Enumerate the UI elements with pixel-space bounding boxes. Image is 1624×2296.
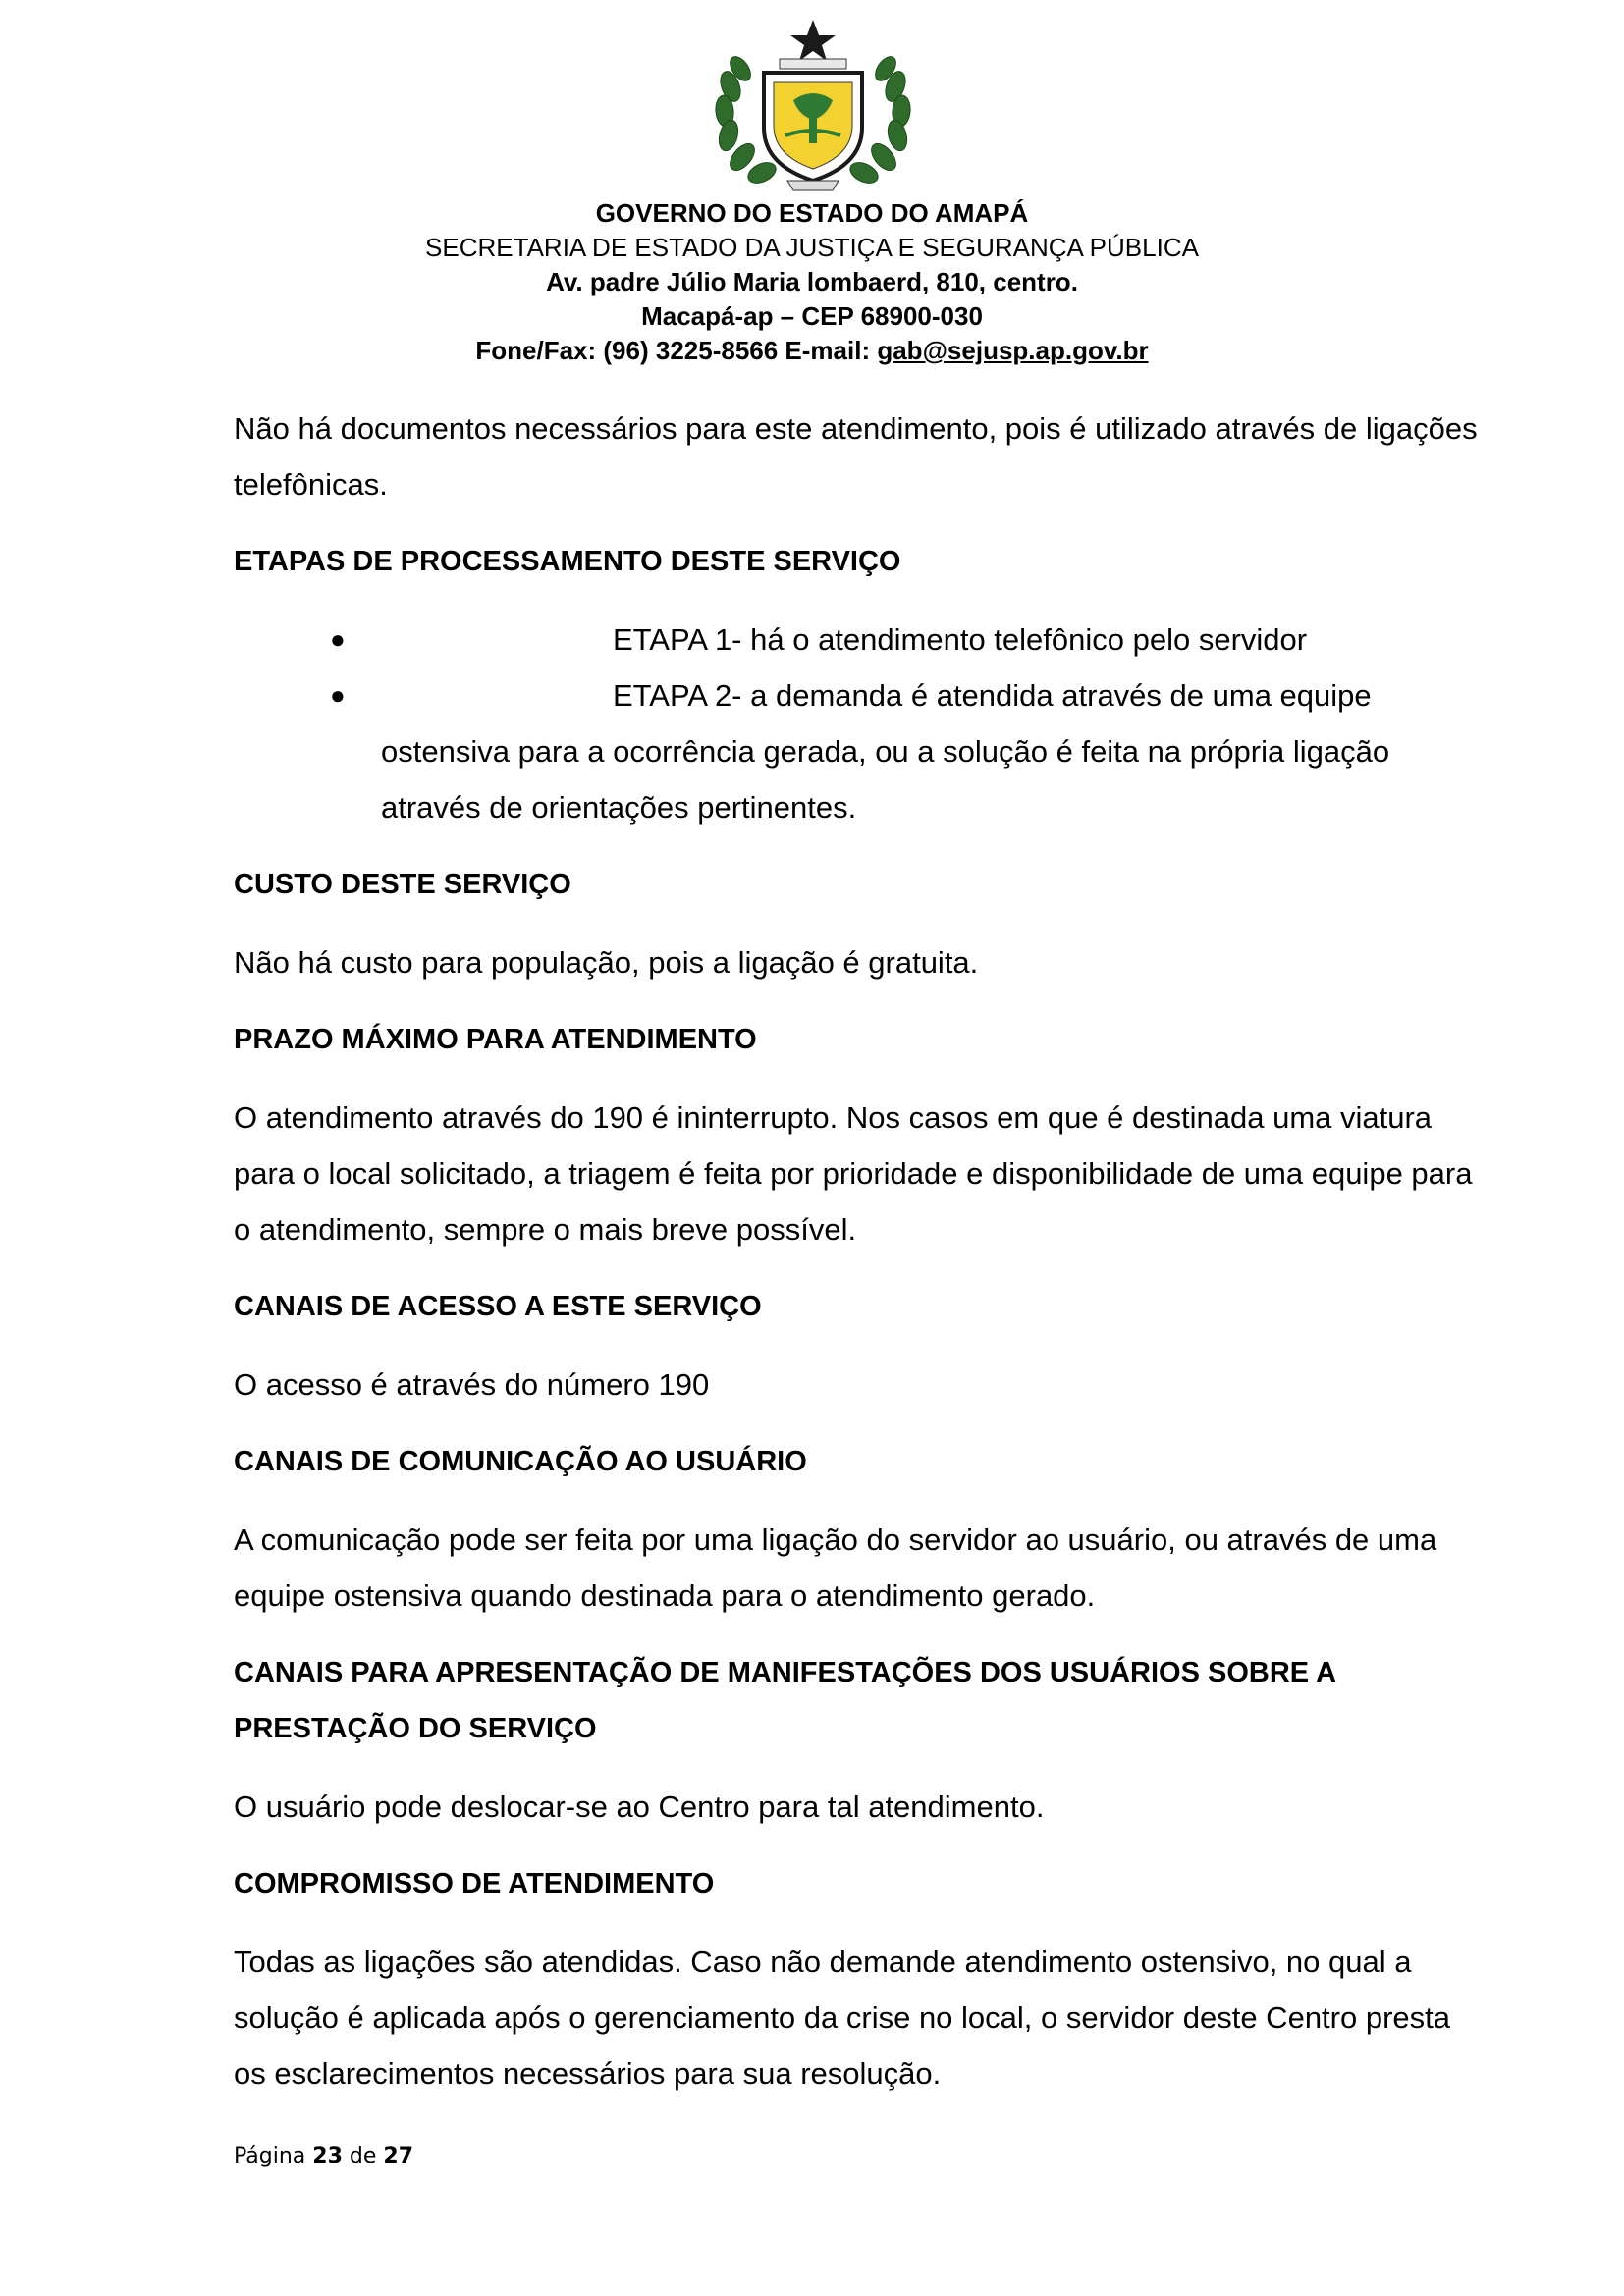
section-title-custo: CUSTO DESTE SERVIÇO [234, 869, 571, 900]
section-text-compromisso: Todas as ligações são atendidas. Caso não demande atendimento ostensivo, no qual a solução é aplicada após o gerenciamento da crise no local, o servidor deste Centro presta os esclarecimentos necessários para sua resolução. [234, 1945, 1451, 2091]
government-name: GOVERNO DO ESTADO DO AMAPÁ [595, 198, 1029, 228]
section-title-manifestacoes: CANAIS PARA APRESENTAÇÃO DE MANIFESTAÇÕES DOS USUÁRIOS SOBRE A PRESTAÇÃO DO SERVIÇO [234, 1657, 1335, 1744]
steps-list [234, 612, 1481, 835]
list-item [234, 667, 1481, 835]
total-pages: 27 [383, 2144, 414, 2168]
section-text-acesso: O acesso é através do número 190 [234, 1367, 710, 1402]
intro-paragraph: Não há documentos necessários para este atendimento, pois é utilizado através de ligações telefônicas. [234, 411, 1478, 502]
email-link[interactable]: gab@sejusp.ap.gov.br [877, 336, 1149, 365]
step-label: ETAPA 2- a demanda é atendida através de uma equipe [613, 678, 1372, 713]
document-body [234, 400, 1481, 2123]
secretariat-name: SECRETARIA DE ESTADO DA JUSTIÇA E SEGURANÇA PÚBLICA [425, 233, 1199, 262]
section-title-comunicacao: CANAIS DE COMUNICAÇÃO AO USUÁRIO [234, 1446, 807, 1477]
city-cep-line: Macapá-ap – CEP 68900-030 [641, 301, 983, 331]
section-title-compromisso: COMPROMISSO DE ATENDIMENTO [234, 1868, 715, 1899]
page-sep: de [349, 2144, 377, 2168]
coat-of-arms-logo [699, 18, 927, 194]
section-text-prazo: O atendimento através do 190 é ininterrupto. Nos casos em que é destinada uma viatura para o local solicitado, a triagem é feita por prioridade e disponibilidade de uma equipe para o atendimento, sempre o mais breve possível. [234, 1100, 1473, 1247]
address-line: Av. padre Júlio Maria lombaerd, 810, centro. [546, 267, 1078, 296]
phone-label: Fone/Fax: (96) 3225-8566 E-mail: [475, 336, 878, 365]
page-number [234, 2144, 413, 2168]
page-label: Página [234, 2144, 306, 2168]
letterhead [0, 196, 1624, 368]
section-title-prazo: PRAZO MÁXIMO PARA ATENDIMENTO [234, 1024, 757, 1055]
section-text-manifestacoes: O usuário pode deslocar-se ao Centro para tal atendimento. [234, 1789, 1045, 1824]
section-title-acesso: CANAIS DE ACESSO A ESTE SERVIÇO [234, 1291, 762, 1322]
section-text-custo: Não há custo para população, pois a ligação é gratuita. [234, 945, 979, 980]
section-text-comunicacao: A comunicação pode ser feita por uma ligação do servidor ao usuário, ou através de uma equipe ostensiva quando destinada para o atendimento gerado. [234, 1522, 1437, 1613]
current-page: 23 [312, 2144, 343, 2168]
step-label: ETAPA 1- há o atendimento telefônico pelo servidor [613, 622, 1308, 657]
bullet-icon: ● [330, 624, 346, 654]
step-continuation: ostensiva para a ocorrência gerada, ou a solução é feita na própria ligação através de orientações pertinentes. [381, 734, 1390, 825]
contact-line [0, 334, 1624, 368]
section-title-etapas: ETAPAS DE PROCESSAMENTO DESTE SERVIÇO [234, 546, 901, 577]
bullet-icon: ● [330, 680, 346, 710]
list-item [234, 612, 1481, 667]
